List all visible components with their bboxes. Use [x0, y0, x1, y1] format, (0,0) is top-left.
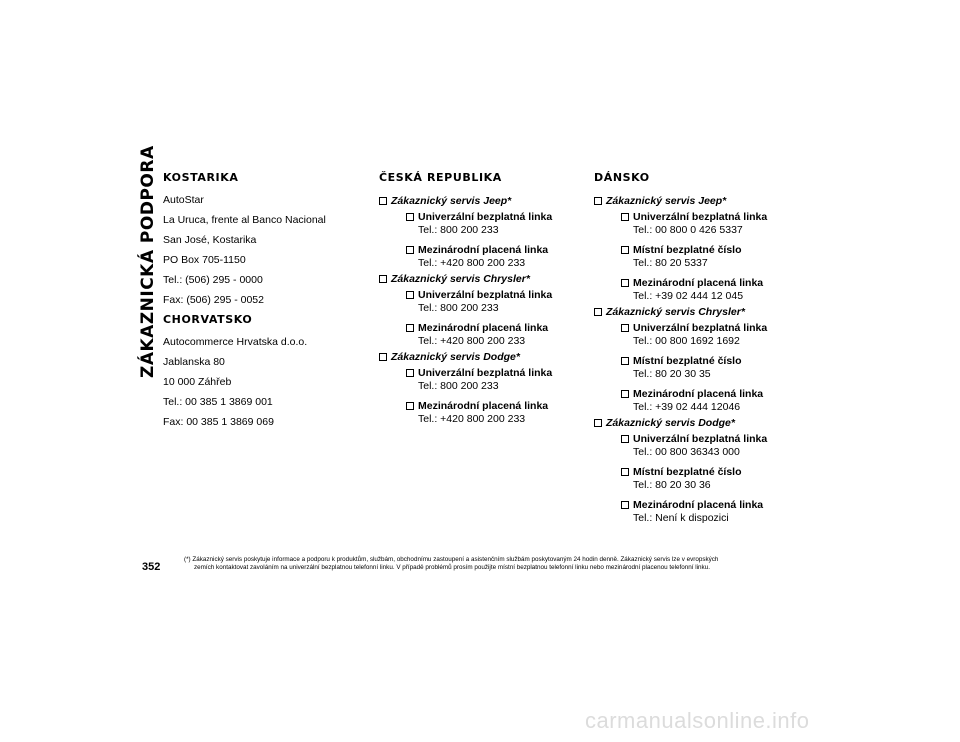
checkbox-icon: [406, 324, 414, 332]
phone-number: Tel.: 800 200 233: [418, 224, 499, 236]
phone-number: Tel.: Není k dispozici: [633, 512, 729, 524]
service-jeep: Zákaznický servis Jeep*: [594, 194, 804, 208]
checkbox-icon: [594, 308, 602, 316]
checkbox-icon: [379, 353, 387, 361]
service-line: Mezinárodní placená linka Tel.: +39 02 444 12046: [594, 388, 804, 413]
checkbox-icon: [621, 357, 629, 365]
checkbox-icon: [379, 197, 387, 205]
checkbox-icon: [621, 324, 629, 332]
service-jeep: Zákaznický servis Jeep*: [379, 194, 579, 208]
phone-number: Tel.: 800 200 233: [418, 302, 499, 314]
fax-line: Fax: (506) 295 - 0052: [163, 294, 264, 306]
footnote-line: (*) Zákaznický servis poskytuje informace a podporu k produktům, službám, obchodnímu zastoupení a asistenčním službám poskytovaným 24 hodin denně. Zákaznický servis lze v evropských: [184, 556, 719, 563]
fax-line: Fax: 00 385 1 3869 069: [163, 416, 274, 428]
address-block-chorvatsko: [163, 332, 353, 432]
heading-chorvatsko: CHORVATSKO: [163, 313, 253, 326]
checkbox-icon: [621, 246, 629, 254]
watermark: carmanualsonline.info: [585, 708, 810, 733]
service-line: Místní bezplatné číslo Tel.: 80 20 5337: [594, 244, 804, 269]
service-line: Mezinárodní placená linka Tel.: +420 800 200 233: [379, 322, 579, 347]
address-line: La Uruca, frente al Banco Nacional: [163, 214, 326, 226]
address-block-kostarika: [163, 190, 353, 310]
service-line: Univerzální bezplatná linka Tel.: 800 200 233: [379, 367, 579, 392]
heading-kostarika: KOSTARIKA: [163, 171, 239, 184]
phone-number: Tel.: +420 800 200 233: [418, 257, 526, 269]
page-number: 352: [142, 561, 161, 573]
address-line: PO Box 705-1150: [163, 254, 246, 266]
checkbox-icon: [406, 291, 414, 299]
service-chrysler: Zákaznický servis Chrysler*: [379, 272, 579, 286]
address-line: Autocommerce Hrvatska d.o.o.: [163, 336, 308, 348]
side-section-title: ZÁKAZNICKÁ PODPORA: [138, 145, 158, 378]
service-dodge: Zákaznický servis Dodge*: [594, 416, 804, 430]
phone-number: Tel.: 00 800 0 426 5337: [633, 224, 743, 236]
address-line: AutoStar: [163, 194, 204, 206]
phone-number: Tel.: +420 800 200 233: [418, 413, 526, 425]
column-kostarika-chorvatsko: [163, 170, 353, 432]
address-line: Jablanska 80: [163, 356, 225, 368]
service-line: Univerzální bezplatná linka Tel.: 800 200 233: [379, 211, 579, 236]
address-line: 10 000 Záhřeb: [163, 376, 232, 388]
phone-number: Tel.: +39 02 444 12046: [633, 401, 741, 413]
column-ceska-republika: [379, 170, 579, 425]
service-line: Mezinárodní placená linka Tel.: +420 800 200 233: [379, 400, 579, 425]
phone-number: Tel.: +420 800 200 233: [418, 335, 526, 347]
service-chrysler: Zákaznický servis Chrysler*: [594, 305, 804, 319]
checkbox-icon: [621, 468, 629, 476]
service-dodge: Zákaznický servis Dodge*: [379, 350, 579, 364]
service-line: Místní bezplatné číslo Tel.: 80 20 30 36: [594, 466, 804, 491]
checkbox-icon: [594, 197, 602, 205]
checkbox-icon: [621, 390, 629, 398]
service-line: Mezinárodní placená linka Tel.: +39 02 444 12 045: [594, 277, 804, 302]
checkbox-icon: [594, 419, 602, 427]
checkbox-icon: [621, 213, 629, 221]
checkbox-icon: [621, 501, 629, 509]
footnote: [184, 556, 804, 572]
heading-dansko: DÁNSKO: [594, 171, 650, 184]
footnote-line: zemích kontaktovat zavoláním na univerzální bezplatnou telefonní linku. V případě problémů prosím použijte místní bezplatnou telefonní linku nebo mezinárodní placenou telefonní linku.: [194, 564, 710, 571]
checkbox-icon: [379, 275, 387, 283]
service-line: Univerzální bezplatná linka Tel.: 800 200 233: [379, 289, 579, 314]
checkbox-icon: [406, 246, 414, 254]
column-dansko: [594, 170, 804, 524]
service-line: Mezinárodní placená linka Tel.: Není k dispozici: [594, 499, 804, 524]
phone-number: Tel.: 800 200 233: [418, 380, 499, 392]
checkbox-icon: [621, 435, 629, 443]
phone-number: Tel.: 80 20 30 36: [633, 479, 711, 491]
phone-number: Tel.: 00 800 36343 000: [633, 446, 740, 458]
phone-number: Tel.: +39 02 444 12 045: [633, 290, 744, 302]
address-line: San José, Kostarika: [163, 234, 257, 246]
checkbox-icon: [406, 213, 414, 221]
service-line: Místní bezplatné číslo Tel.: 80 20 30 35: [594, 355, 804, 380]
checkbox-icon: [621, 279, 629, 287]
service-line: Univerzální bezplatná linka Tel.: 00 800 0 426 5337: [594, 211, 804, 236]
service-line: Univerzální bezplatná linka Tel.: 00 800 36343 000: [594, 433, 804, 458]
phone-number: Tel.: 80 20 5337: [633, 257, 708, 269]
phone-number: Tel.: 00 800 1692 1692: [633, 335, 740, 347]
phone-line: Tel.: (506) 295 - 0000: [163, 274, 263, 286]
service-line: Mezinárodní placená linka Tel.: +420 800 200 233: [379, 244, 579, 269]
checkbox-icon: [406, 369, 414, 377]
checkbox-icon: [406, 402, 414, 410]
service-line: Univerzální bezplatná linka Tel.: 00 800 1692 1692: [594, 322, 804, 347]
phone-number: Tel.: 80 20 30 35: [633, 368, 711, 380]
phone-line: Tel.: 00 385 1 3869 001: [163, 396, 273, 408]
heading-ceska-republika: ČESKÁ REPUBLIKA: [379, 171, 502, 184]
